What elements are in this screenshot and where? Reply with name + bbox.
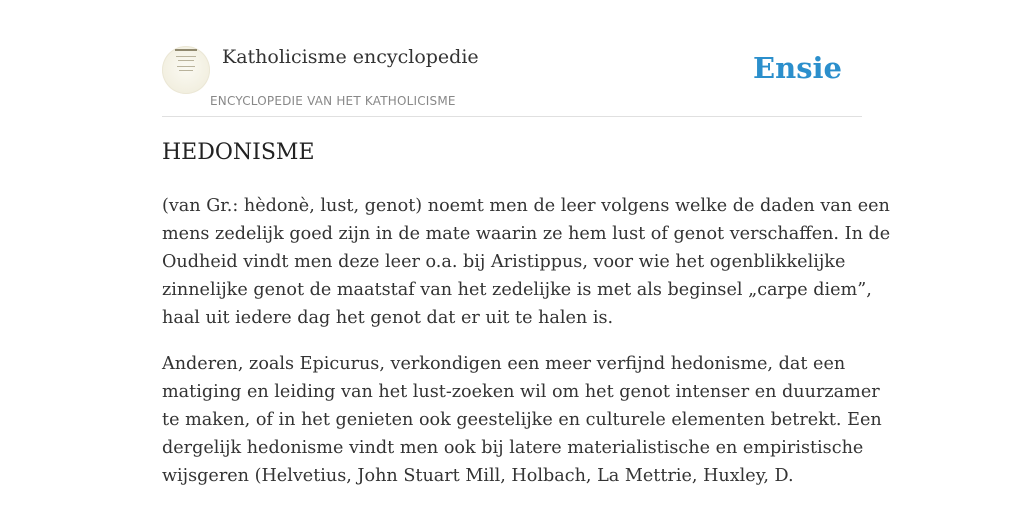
article-body (162, 192, 891, 508)
paragraph-line: wijsgeren (Helvetius, John Stuart Mill, Holbach, La Mettrie, Huxley, D. (162, 466, 794, 486)
site-title-link[interactable]: Katholicisme encyclopedie (222, 46, 479, 68)
paragraph-line: te maken, of in het genieten ook geestelijke en culturele elementen betrekt. Een (162, 410, 882, 430)
paragraph (162, 350, 882, 490)
paragraph-line: mens zedelijk goed zijn in de mate waarin ze hem lust of genot verschaffen. In de (162, 224, 891, 244)
paragraph (162, 192, 891, 332)
ensie-logo-link[interactable]: Ensie (753, 51, 842, 85)
paragraph-line: (van Gr.: hèdonè, lust, genot) noemt men de leer volgens welke de daden van een (162, 196, 890, 216)
book-cover-icon[interactable] (162, 46, 210, 94)
paragraph-line: Oudheid vindt men deze leer o.a. bij Aristippus, voor wie het ogenblikkelijke (162, 252, 846, 272)
cover-title-mark (175, 49, 197, 51)
paragraph-line: matiging en leiding van het lust-zoeken wil om het genot intenser en duurzamer (162, 382, 880, 402)
site-subtitle: ENCYCLOPEDIE VAN HET KATHOLICISME (210, 94, 456, 108)
cover-line (179, 70, 193, 71)
cover-line (176, 56, 196, 57)
article-title: HEDONISME (162, 140, 315, 165)
site-header (162, 0, 862, 117)
cover-line (177, 66, 195, 67)
paragraph-line: Anderen, zoals Epicurus, verkondigen een meer verfijnd hedonisme, dat een (162, 354, 846, 374)
paragraph-line: haal uit iedere dag het genot dat er uit te halen is. (162, 308, 614, 328)
cover-line (178, 60, 194, 61)
paragraph-line: zinnelijke genot de maatstaf van het zedelijke is met als beginsel „carpe diem”, (162, 280, 872, 300)
paragraph-line: dergelijk hedonisme vindt men ook bij latere materialistische en empiristische (162, 438, 864, 458)
